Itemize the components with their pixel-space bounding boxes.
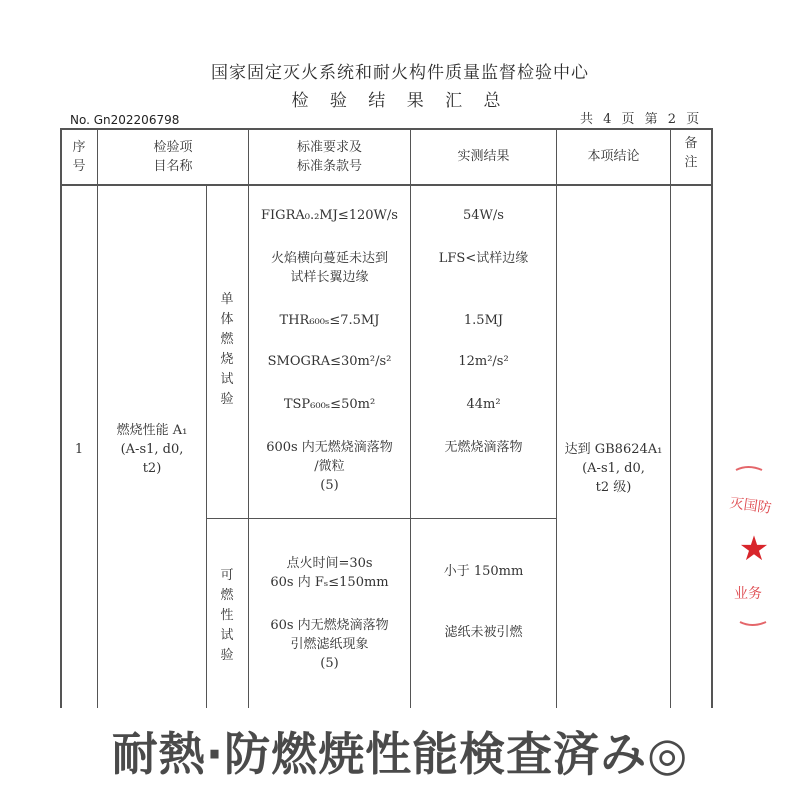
group2-label: 可 燃 性 试 验 <box>220 568 234 663</box>
report-title: 国家固定灭火系统和耐火构件质量监督检验中心 <box>211 63 589 83</box>
res-thr: 1.5MJ <box>463 313 504 328</box>
res-filter-paper: 滤纸未被引燃 <box>444 625 523 640</box>
col-divider-result <box>556 128 557 708</box>
stamp-star-icon: ★ <box>738 529 770 569</box>
group1-label: 单 体 燃 烧 试 验 <box>220 292 234 407</box>
table-top-border <box>60 128 712 130</box>
report-number: No. Gn202206798 <box>70 113 180 127</box>
table-right-border <box>711 128 713 708</box>
header-result: 实测结果 <box>457 149 510 164</box>
caption-banner <box>0 708 800 800</box>
header-conclusion: 本项结论 <box>587 149 640 164</box>
req-thr: THR₆₀₀ₛ≤7.5MJ <box>279 313 380 328</box>
res-tsp: 44m² <box>466 397 501 412</box>
stamp-top-text: 灭国防 <box>728 495 773 517</box>
row-item-name: 燃烧性能 A₁ (A-s1, d0, t2) <box>116 423 188 476</box>
res-droplets: 无燃烧滴落物 <box>444 440 523 455</box>
req-smogra: SMOGRA≤30m²/s² <box>267 354 392 369</box>
res-lfs: LFS<试样边缘 <box>438 251 529 266</box>
row-seq: 1 <box>74 442 84 457</box>
res-smogra: 12m²/s² <box>458 354 509 369</box>
stamp-bottom-text: 业务 <box>734 586 762 602</box>
res-figra: 54W/s <box>463 208 504 223</box>
inspection-stamp <box>718 462 778 632</box>
req-filter-paper: 60s 内无燃烧滴落物 引燃滤纸现象 (5) <box>270 618 389 671</box>
req-figra: FIGRA₀.₂MJ≤120W/s <box>261 208 398 223</box>
col-divider-seq <box>97 128 98 708</box>
req-droplets: 600s 内无燃烧滴落物 /微粒 (5) <box>266 440 393 493</box>
col-divider-conclusion <box>670 128 671 708</box>
row-conclusion: 达到 GB8624A₁ (A-s1, d0, t2 级) <box>564 442 663 495</box>
header-note: 备 注 <box>684 136 698 170</box>
report-subtitle: 检 验 结 果 汇 总 <box>291 91 509 111</box>
table-left-border <box>60 128 62 708</box>
req-tsp: TSP₆₀₀ₛ≤50m² <box>283 397 376 412</box>
res-fs: 小于 150mm <box>443 564 524 579</box>
header-item: 检验项 目名称 <box>153 140 193 174</box>
col-divider-group <box>206 184 207 708</box>
page-count: 共 4 页 第 2 页 <box>580 112 700 127</box>
stamp-seal-icon <box>718 462 778 632</box>
table-header-border <box>60 184 712 186</box>
table-group-divider <box>206 518 556 519</box>
caption-text: 耐熱·防燃焼性能検査済み◎ <box>111 727 689 781</box>
req-lfs: 火焰横向蔓延未达到 试样长翼边缘 <box>270 251 388 285</box>
header-standard: 标准要求及 标准条款号 <box>296 140 362 174</box>
header-seq: 序 号 <box>72 140 86 174</box>
req-ignition: 点火时间=30s 60s 内 Fₛ≤150mm <box>270 556 389 590</box>
